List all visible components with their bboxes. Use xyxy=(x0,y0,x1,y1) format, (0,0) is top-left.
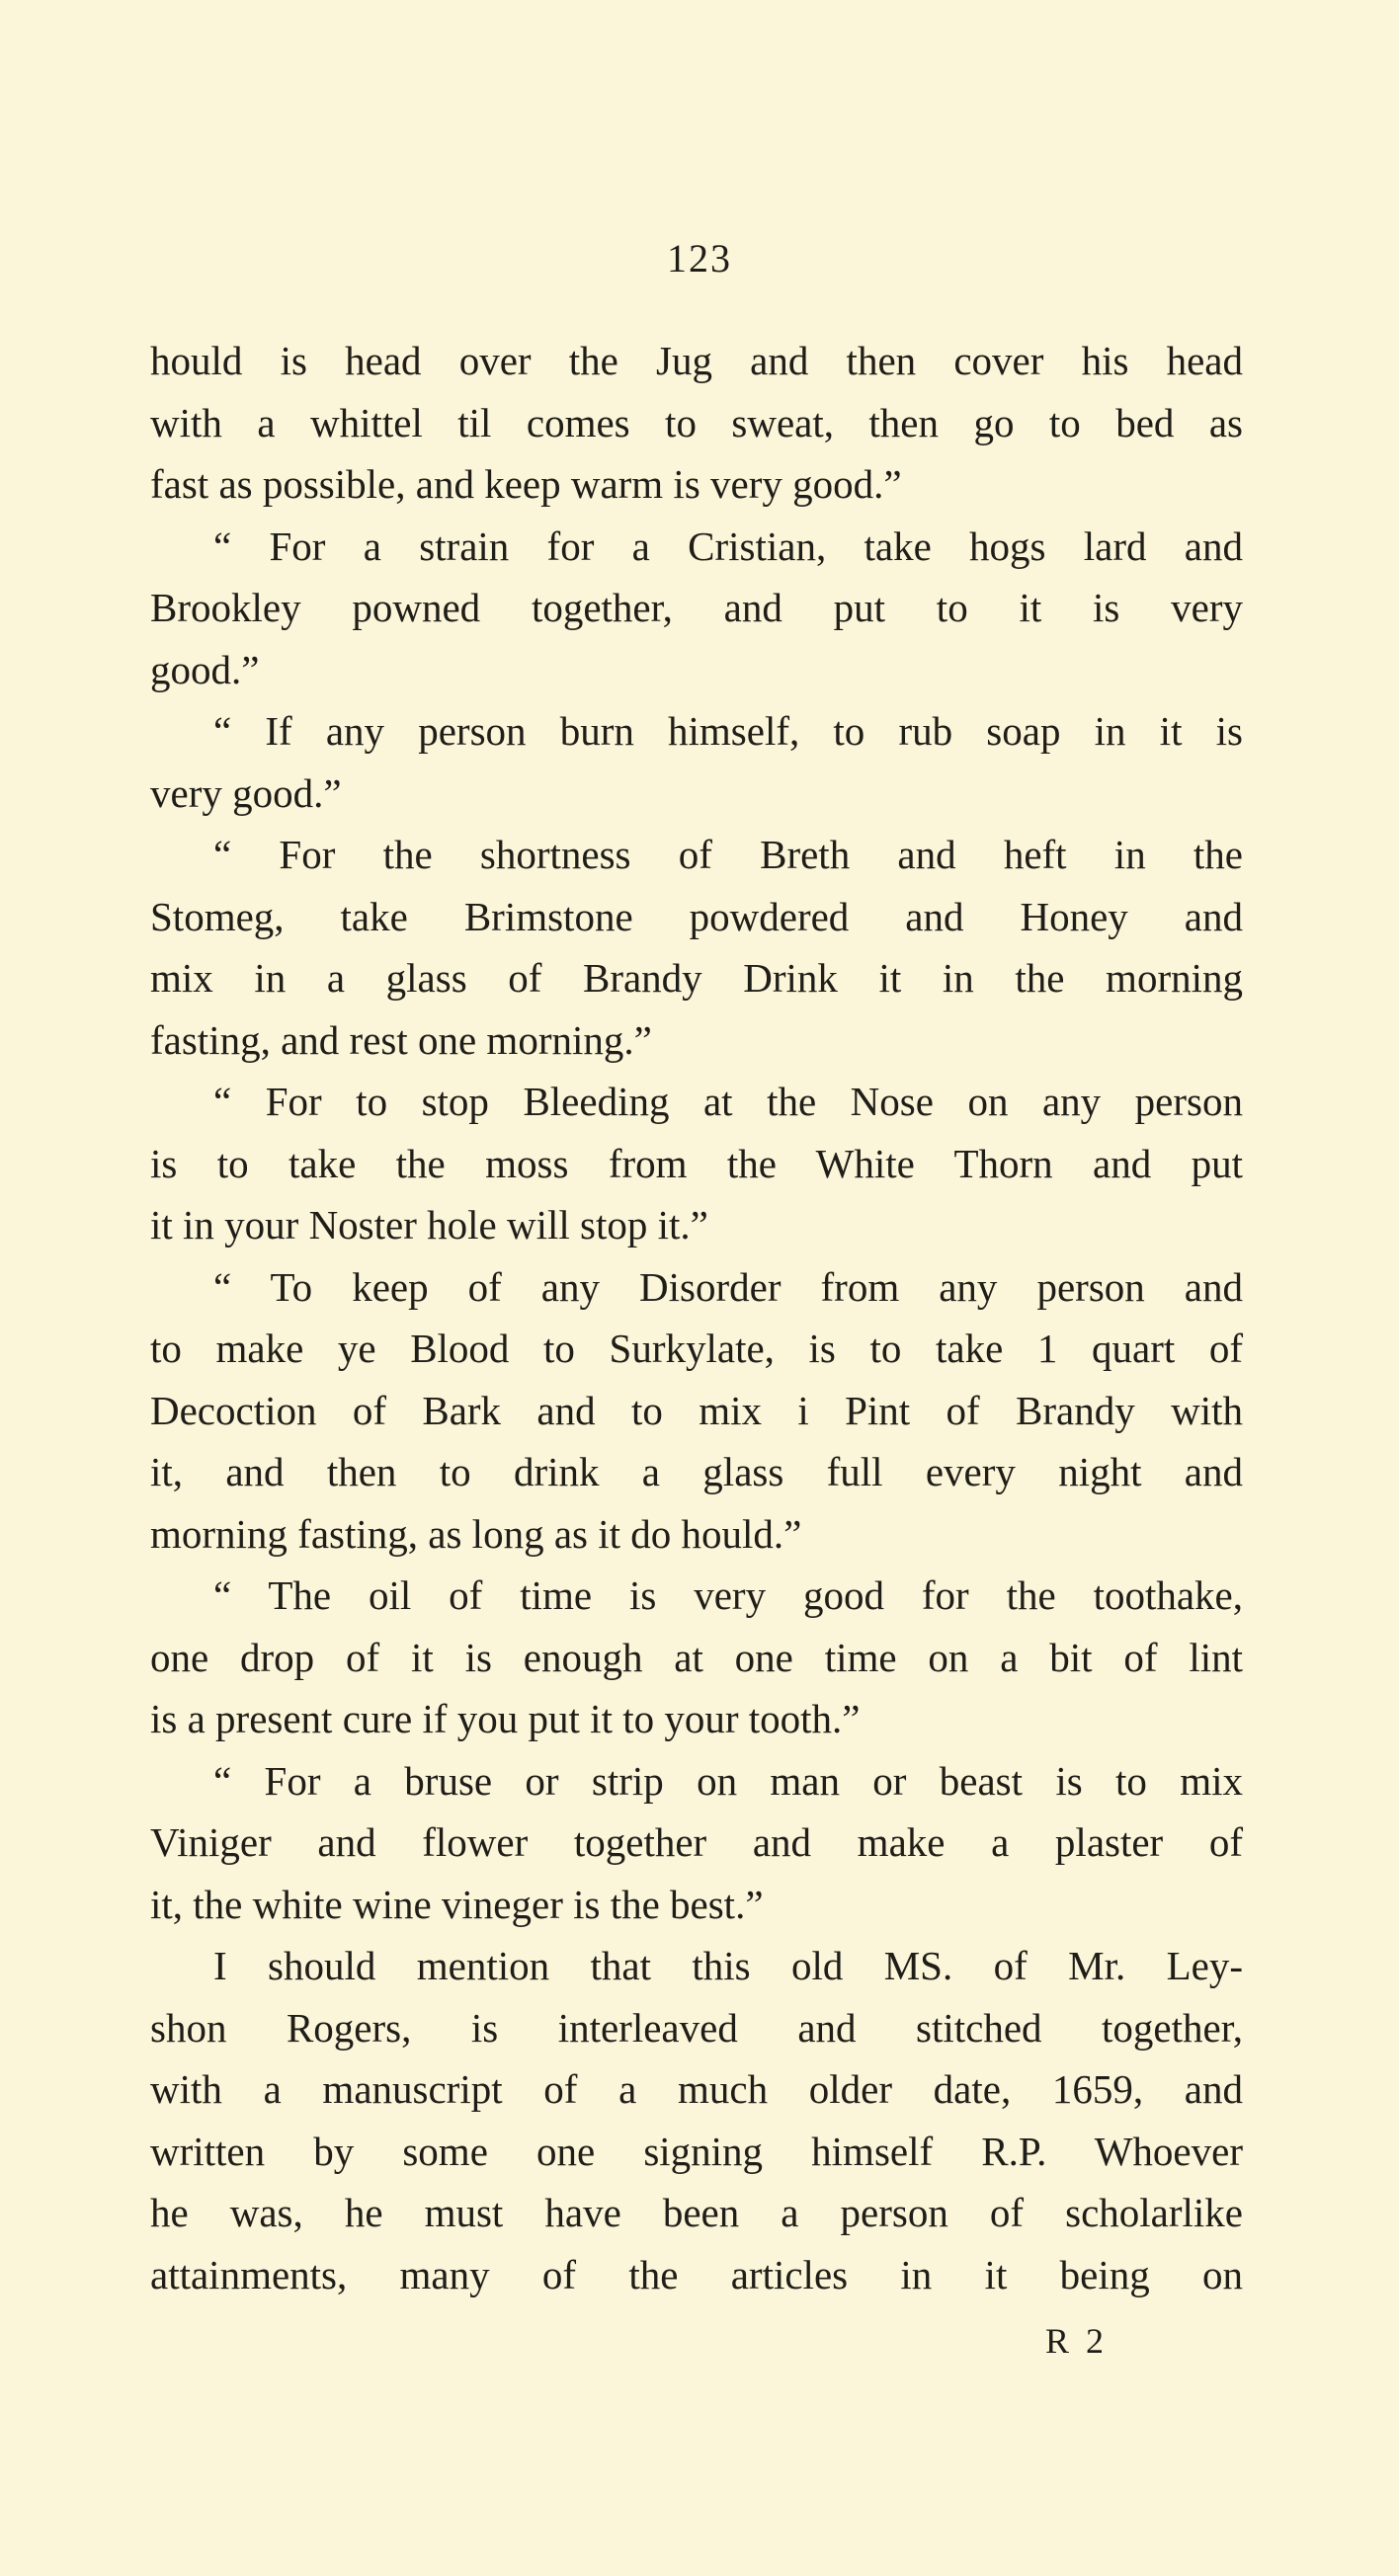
text-line: it in your Noster hole will stop it.” xyxy=(150,1202,708,1248)
text-line: Brookley powned together, and put to it is very xyxy=(150,585,1243,630)
text-line: is to take the moss from the White Thorn and put xyxy=(150,1140,1243,1186)
text-line: very good.” xyxy=(150,769,342,816)
text-line: one drop of it is enough at one time on a bit of lint xyxy=(150,1634,1243,1680)
text-line: it, the white wine vineger is the best.” xyxy=(150,1881,764,1927)
text-line: “ The oil of time is very good for the toothake, xyxy=(213,1572,1243,1618)
text-line: morning fasting, as long as it do hould.” xyxy=(150,1510,802,1557)
text-line: good.” xyxy=(150,646,260,692)
text-line: with a manuscript of a much older date, 1659, and xyxy=(150,2066,1243,2112)
text-line: hould is head over the Jug and then cover his head xyxy=(150,338,1243,383)
text-line: fasting, and rest one morning.” xyxy=(150,1016,652,1063)
body-text xyxy=(150,330,1243,2305)
text-line: is a present cure if you put it to your tooth.” xyxy=(150,1696,861,1741)
text-line: “ For a bruse or strip on man or beast is to mix xyxy=(213,1757,1243,1804)
text-line: Viniger and flower together and make a plaster of xyxy=(150,1819,1243,1865)
text-line: shon Rogers, is interleaved and stitched together, xyxy=(150,2004,1243,2051)
text-line: mix in a glass of Brandy Drink it in the morning xyxy=(150,955,1243,1001)
text-line: Stomeg, take Brimstone powdered and Honey and xyxy=(150,893,1243,939)
text-line: “ For a strain for a Cristian, take hogs lard and xyxy=(213,523,1243,569)
text-line: “ For the shortness of Breth and heft in the xyxy=(213,832,1243,877)
text-line: he was, he must have been a person of scholarlike xyxy=(150,2190,1243,2235)
text-line: attainments, many of the articles in it being on xyxy=(150,2251,1243,2297)
text-line: Decoction of Bark and to mix i Pint of Brandy with xyxy=(150,1387,1243,1433)
text-line: “ To keep of any Disorder from any person and xyxy=(213,1263,1243,1310)
page-number: 123 xyxy=(667,236,732,281)
text-line: written by some one signing himself R.P. Whoever xyxy=(150,2128,1243,2174)
text-line: I should mention that this old MS. of Mr. Ley- xyxy=(213,1943,1243,1988)
signature-mark: R 2 xyxy=(1045,2321,1109,2361)
text-line: with a whittel til comes to sweat, then go to bed as xyxy=(150,399,1243,445)
text-line: it, and then to drink a glass full every night and xyxy=(150,1449,1243,1494)
text-line: “ If any person burn himself, to rub soap in it is xyxy=(213,708,1243,754)
text-line: to make ye Blood to Surkylate, is to take 1 quart of xyxy=(150,1326,1243,1371)
text-line: “ For to stop Bleeding at the Nose on any person xyxy=(213,1079,1243,1124)
text-line: fast as possible, and keep warm is very good.” xyxy=(150,461,902,507)
